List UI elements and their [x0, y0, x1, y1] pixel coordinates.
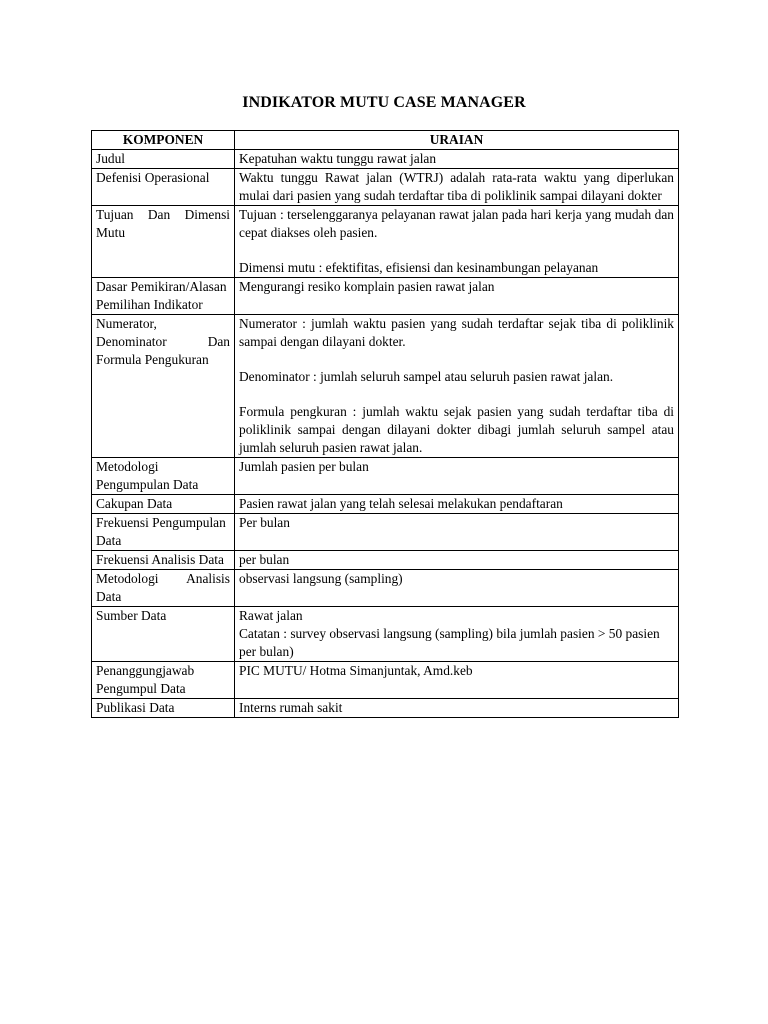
- row-value: [235, 206, 679, 278]
- table-row: [92, 458, 679, 495]
- row-label: Judul: [92, 150, 235, 169]
- table-row: [92, 278, 679, 315]
- row-label: Cakupan Data: [92, 495, 235, 514]
- value-paragraph: Tujuan : terselenggaranya pelayanan rawat jalan pada hari kerja yang mudah dan cepat diakses oleh pasien.: [239, 207, 674, 240]
- value-paragraph: Jumlah pasien per bulan: [239, 459, 369, 474]
- table-row: [92, 514, 679, 551]
- row-label: Defenisi Operasional: [92, 169, 235, 206]
- row-label: Tujuan Dan Dimensi Mutu: [92, 206, 235, 278]
- row-value: [235, 315, 679, 458]
- value-paragraph: PIC MUTU/ Hotma Simanjuntak, Amd.keb: [239, 663, 473, 678]
- value-line: Catatan : survey observasi langsung (sampling) bila jumlah pasien > 50 pasien per bulan): [239, 626, 660, 659]
- row-value: [235, 607, 679, 662]
- row-label: Dasar Pemikiran/Alasan Pemilihan Indikator: [92, 278, 235, 315]
- value-paragraph: Formula pengkuran : jumlah waktu sejak pasien yang sudah terdaftar tiba di poliklinik sampai dengan dilayani dokter dibagi jumlah seluruh sampel atau jumlah seluruh pasien rawat jalan.: [239, 404, 674, 455]
- row-label: Frekuensi Pengumpulan Data: [92, 514, 235, 551]
- table-row: [92, 570, 679, 607]
- value-paragraph: Interns rumah sakit: [239, 700, 343, 715]
- row-label: Publikasi Data: [92, 699, 235, 718]
- value-paragraph: observasi langsung (sampling): [239, 571, 403, 586]
- value-paragraph: per bulan: [239, 552, 290, 567]
- table-row: [92, 150, 679, 169]
- header-uraian: URAIAN: [235, 131, 679, 150]
- row-value: [235, 570, 679, 607]
- table-row: [92, 699, 679, 718]
- table-row: [92, 662, 679, 699]
- table-row: [92, 495, 679, 514]
- value-line: Rawat jalan: [239, 608, 303, 623]
- value-paragraph: Kepatuhan waktu tunggu rawat jalan: [239, 151, 437, 166]
- table-row: [92, 315, 679, 458]
- value-paragraph: Pasien rawat jalan yang telah selesai melakukan pendaftaran: [239, 496, 563, 511]
- row-value: [235, 495, 679, 514]
- row-value: [235, 278, 679, 315]
- value-paragraph: Dimensi mutu : efektifitas, efisiensi dan kesinambungan pelayanan: [239, 260, 599, 275]
- value-paragraph: Per bulan: [239, 515, 290, 530]
- row-value: [235, 662, 679, 699]
- header-komponen: KOMPONEN: [92, 131, 235, 150]
- indicator-table: [91, 130, 679, 718]
- value-paragraph: Mengurangi resiko komplain pasien rawat jalan: [239, 279, 495, 294]
- row-value: [235, 551, 679, 570]
- row-label: Penanggungjawab Pengumpul Data: [92, 662, 235, 699]
- table-row: [92, 169, 679, 206]
- row-value: [235, 699, 679, 718]
- row-label: Numerator, Denominator Dan Formula Pengukuran: [92, 315, 235, 458]
- value-paragraph: Numerator : jumlah waktu pasien yang sudah terdaftar sejak tiba di poliklinik sampai dengan dilayani dokter.: [239, 316, 674, 349]
- row-value: [235, 514, 679, 551]
- table-header-row: [92, 131, 679, 150]
- table-row: [92, 607, 679, 662]
- row-value: [235, 169, 679, 206]
- row-label: Metodologi Analisis Data: [92, 570, 235, 607]
- row-label: Sumber Data: [92, 607, 235, 662]
- row-value: [235, 150, 679, 169]
- value-paragraph: Waktu tunggu Rawat jalan (WTRJ) adalah rata-rata waktu yang diperlukan mulai dari pasien yang sudah terdaftar tiba di poliklinik sampai dilayani dokter: [239, 170, 674, 203]
- page-title: INDIKATOR MUTU CASE MANAGER: [242, 94, 526, 111]
- table-row: [92, 551, 679, 570]
- value-paragraph: Denominator : jumlah seluruh sampel atau seluruh pasien rawat jalan.: [239, 369, 614, 384]
- row-label: Frekuensi Analisis Data: [92, 551, 235, 570]
- row-value: [235, 458, 679, 495]
- table-row: [92, 206, 679, 278]
- row-label: Metodologi Pengumpulan Data: [92, 458, 235, 495]
